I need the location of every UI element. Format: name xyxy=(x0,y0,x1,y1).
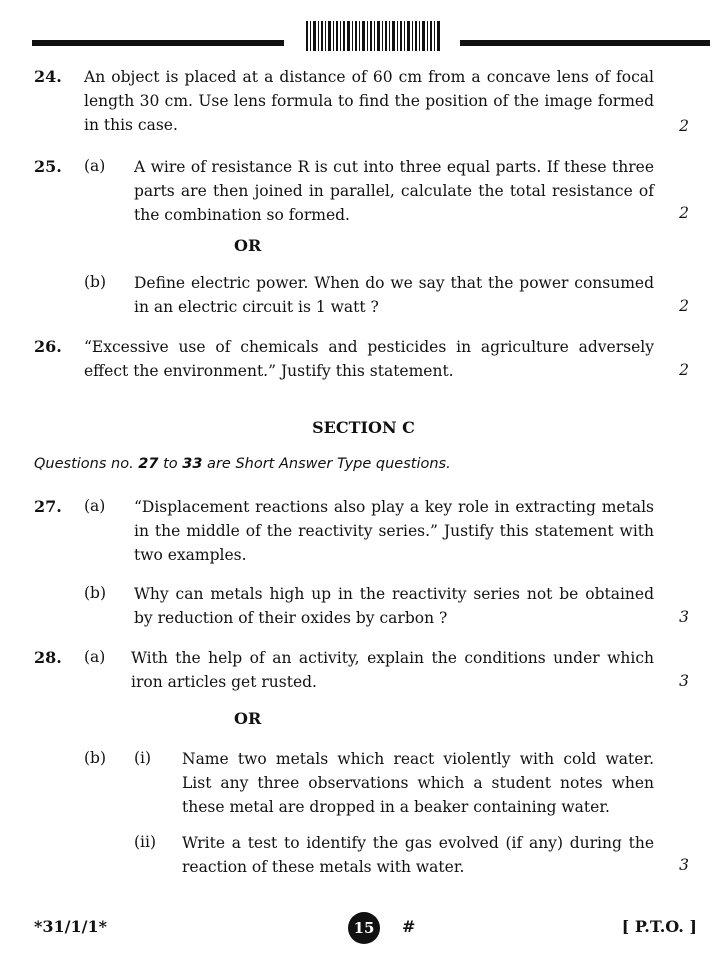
header-rule-right xyxy=(460,40,710,46)
question-27b-label: (b) xyxy=(84,584,107,602)
question-26-number: 26. xyxy=(34,337,62,356)
hash-mark: # xyxy=(402,917,416,936)
question-27-number: 27. xyxy=(34,497,62,516)
question-25-number: 25. xyxy=(34,157,62,176)
question-25-or: OR xyxy=(234,236,262,255)
question-24-marks: 2 xyxy=(679,117,689,135)
section-instructions xyxy=(34,456,451,472)
question-28bii-text: Write a test to identify the gas evolved (if any) during the reaction of these metals with water. xyxy=(182,834,654,876)
instr-to: 33 xyxy=(182,456,203,472)
question-28-or: OR xyxy=(234,709,262,728)
instr-pre: Questions no. xyxy=(34,456,139,472)
question-28bi-text: Name two metals which react violently with cold water. List any three observations which a student notes when these metal are dropped in a beaker containing water. xyxy=(182,750,654,816)
question-24-number: 24. xyxy=(34,67,62,86)
question-28a-marks: 3 xyxy=(679,672,689,690)
question-27a-text: “Displacement reactions also play a key role in extracting metals in the middle of the reactivity series.” Justify this statement with two examples. xyxy=(134,498,654,564)
barcode-icon xyxy=(306,21,440,51)
question-25b-marks: 2 xyxy=(679,297,689,315)
question-27-marks: 3 xyxy=(679,608,689,626)
question-28bi-label: (i) xyxy=(134,749,152,767)
paper-code: *31/1/1* xyxy=(34,917,107,936)
question-27a-label: (a) xyxy=(84,497,106,515)
question-28bii-label: (ii) xyxy=(134,833,157,851)
question-27b-text: Why can metals high up in the reactivity series not be obtained by reduction of their oxides by carbon ? xyxy=(134,585,654,627)
question-28-number: 28. xyxy=(34,648,62,667)
question-28a-text: With the help of an activity, explain the conditions under which iron articles get rusted. xyxy=(131,649,654,691)
question-25a-marks: 2 xyxy=(679,204,689,222)
instr-post: are Short Answer Type questions. xyxy=(202,456,451,472)
question-25a-text: A wire of resistance R is cut into three equal parts. If these three parts are then joined in parallel, calculate the total resistance of the combination so formed. xyxy=(134,158,654,224)
question-28b-label: (b) xyxy=(84,749,107,767)
section-title: SECTION C xyxy=(312,418,415,437)
question-26-text: “Excessive use of chemicals and pesticides in agriculture adversely effect the environment.” Justify this statement. xyxy=(84,338,654,380)
question-28a-label: (a) xyxy=(84,648,106,666)
question-25a-label: (a) xyxy=(84,157,106,175)
instr-from: 27 xyxy=(138,456,159,472)
question-26-marks: 2 xyxy=(679,361,689,379)
page-number: 15 xyxy=(348,912,380,944)
header-rule-left xyxy=(32,40,284,46)
question-24-text: An object is placed at a distance of 60 cm from a concave lens of focal length 30 cm. Use lens formula to find the position of the image formed in this case. xyxy=(84,68,654,134)
pto-label: [ P.T.O. ] xyxy=(621,917,697,936)
instr-mid: to xyxy=(158,456,183,472)
question-25b-text: Define electric power. When do we say that the power consumed in an electric circuit is 1 watt ? xyxy=(134,274,654,316)
question-28b-marks: 3 xyxy=(679,856,689,874)
question-25b-label: (b) xyxy=(84,273,107,291)
